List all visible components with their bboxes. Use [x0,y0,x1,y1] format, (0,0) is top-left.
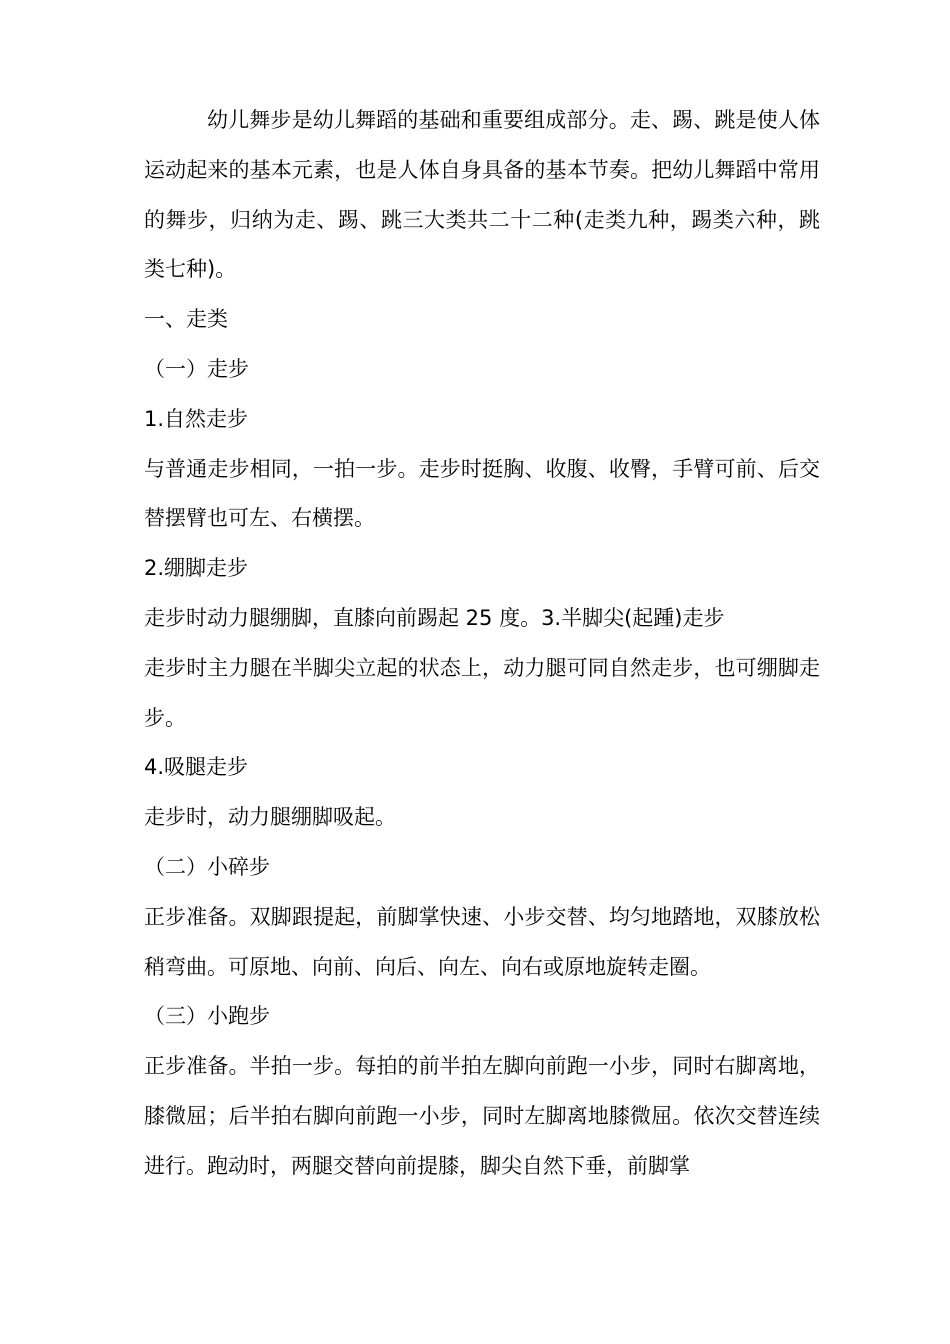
item-text-small-run: 正步准备。半拍一步。每拍的前半拍左脚向前跑一小步，同时右脚离地，膝微屈；后半拍右脚向前跑一小步，同时左脚离地膝微屈。依次交替连续进行。跑动时，两腿交替向前提膝，脚尖自然下垂，前脚掌 [144,1054,820,1178]
subsection-heading-walk-step: （一）走步 [144,356,249,381]
section-heading-walk: 一、走类 [144,307,228,332]
item-heading-natural-walk: 1.自然走步 [144,406,249,431]
item-text-half-toe-walk: 走步时主力腿在半脚尖立起的状态上，动力腿可同自然走步，也可绷脚走步。 [144,655,820,730]
item-text-knee-lift-walk: 走步时，动力腿绷脚吸起。 [144,805,396,830]
item-heading-knee-lift-walk: 4.吸腿走步 [144,755,249,780]
item-text-small-steps: 正步准备。双脚跟提起，前脚掌快速、小步交替、均匀地踏地，双膝放松稍弯曲。可原地、向前、向后、向左、向右或原地旋转走圈。 [144,904,820,979]
document-body [144,96,820,1192]
subsection-heading-small-run: （三）小跑步 [144,1004,270,1029]
subsection-heading-small-steps: （二）小碎步 [144,854,270,879]
item-heading-pointed-foot-walk: 2.绷脚走步 [144,556,249,581]
item-text-pointed-foot-walk: 走步时动力腿绷脚，直膝向前踢起 25 度。3.半脚尖(起踵)走步 [144,605,725,630]
intro-paragraph: 幼儿舞步是幼儿舞蹈的基础和重要组成部分。走、踢、跳是使人体运动起来的基本元素，也是人体自身具备的基本节奏。把幼儿舞蹈中常用的舞步，归纳为走、踢、跳三大类共二十二种(走类九种，踢类六种，跳类七种)。 [144,108,820,282]
item-text-natural-walk: 与普通走步相同，一拍一步。走步时挺胸、收腹、收臀，手臂可前、后交替摆臂也可左、右横摆。 [144,456,820,531]
